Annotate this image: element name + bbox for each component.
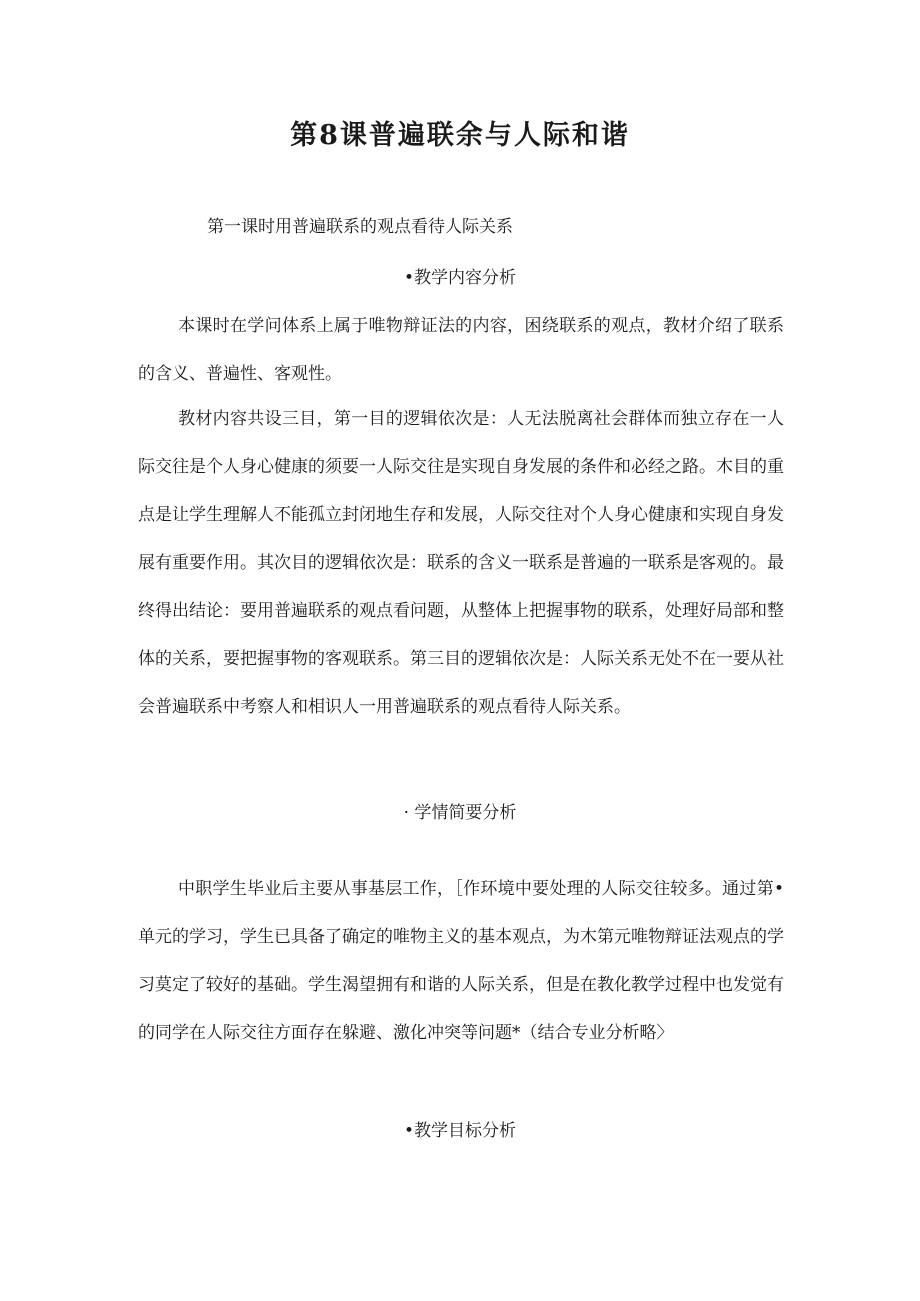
paragraph-content-intro: 本课时在学问体系上属于唯物辩证法的内容，困绕联系的观点，教材介绍了联系的含义、普遍性、客观性。 — [138, 316, 784, 384]
document-title: 第8课普遍联余与人际和谐 — [290, 120, 630, 151]
section-heading-goal-analysis: •教学目标分析 — [403, 1121, 517, 1141]
section-heading-content-analysis: •教学内容分析 — [403, 268, 517, 288]
section-heading-student-analysis: · 学情简要分析 — [403, 803, 517, 823]
lesson-subtitle: 第一课时用普遍联系的观点看待人际关系 — [207, 217, 513, 237]
paragraph-student-analysis: 中职学生毕业后主要从事基层工作，［作环境中要处理的人际交往较多。通过第•单元的学习，学生已具备了确定的唯物主义的基本观点，为木第元唯物辩证法观点的学习莫定了较好的基础。学生渴望拥有和谐的人际关系，但是在教化教学过程中也发觉有的同学在人际交往方面存在躲避、激化冲突等问题*（结合专业分析略〉 — [138, 879, 784, 1043]
paragraph-content-structure: 教材内容共设三目，第一目的逻辑依次是：人无法脱离社会群体而独立存在一人际交往是个人身心健康的须要一人际交往是实现自身发展的条件和必经之路。木目的重点是让学生理解人不能孤立封闭地生存和发展，人际交往对个人身心健康和实现自身发展有重要作用。其次目的逻辑依次是：联系的含义一联系是普遍的一联系是客观的。最终得出结论：要用普遍联系的观点看问题，从整体上把握事物的联系，处理好局部和整体的关系，要把握事物的客观联系。第三目的逻辑依次是：人际关系无处不在一要从社会普遍联系中考察人和相识人一用普遍联系的观点看待人际关系。 — [138, 409, 784, 717]
